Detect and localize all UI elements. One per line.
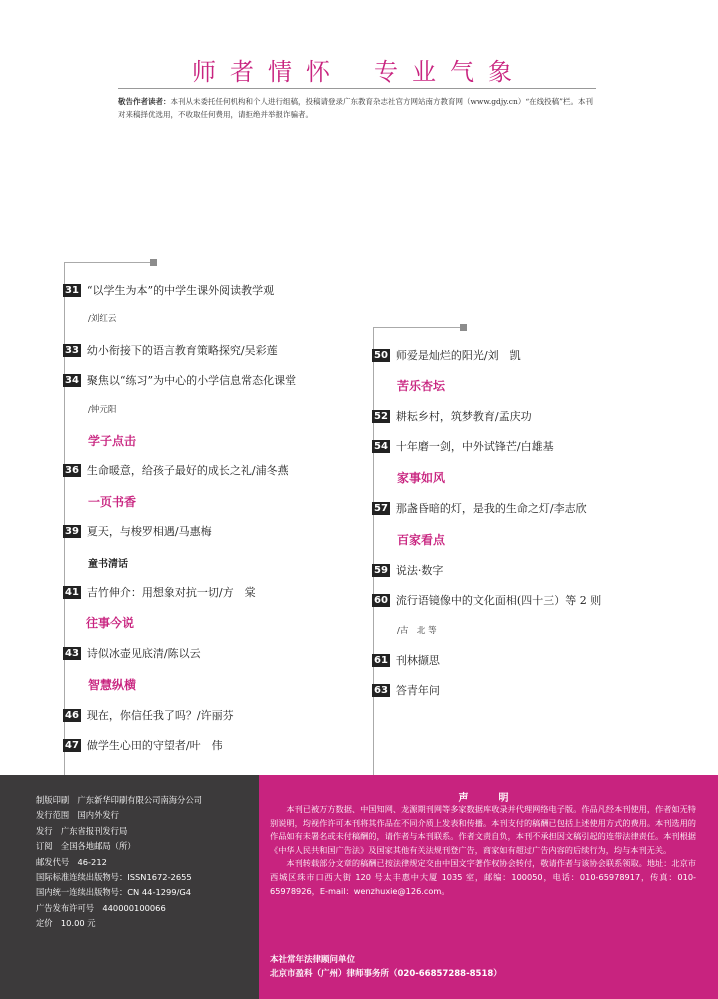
declaration-text [270, 803, 696, 898]
page-number: 47 [65, 739, 79, 751]
toc-entry[interactable] [372, 592, 601, 608]
section-heading: 家事如风 [397, 471, 446, 485]
toc-entry[interactable] [372, 682, 440, 698]
entry-title: 流行语镜像中的文化面相(四十三）等 2 则 [395, 594, 602, 607]
entry-title: 诗似冰壶见底清/陈以云 [86, 647, 201, 660]
legal-counsel [270, 953, 700, 981]
entry-author: /古 北 等 [397, 626, 437, 636]
section-heading: 苦乐杏坛 [397, 379, 446, 393]
entry-title: 十年磨一剑，中外试锋芒/白雄基 [395, 440, 554, 453]
pub-line: 定价 10.00 元 [36, 918, 96, 929]
declaration-paragraph: 本刊已被万方数据、中国知网、龙源期刊网等多家数据库收录并代理网络电子版。作品凡经本刊使用，作者如无特别说明，均视作许可本刊将其作品在不同介质上发表和传播。本刊支付的稿酬已包括上述使用方式的费用。本刊选用的作品如有未署名或未付稿酬的，请作者与本刊联系。作者文责自负，本刊不承担因文稿引起的连带法律责任。本刊根据《中华人民共和国广告法》及国家其他有关法规刊登广告，商家如有超过广告内容的后续行为，均与本刊无关。 [270, 804, 696, 855]
page-number: 39 [65, 525, 79, 537]
pub-line: 发行范围 国内外发行 [36, 810, 119, 821]
page-number: 59 [374, 564, 388, 576]
section-heading: 智慧纵横 [88, 678, 137, 692]
header-slogan [0, 52, 718, 87]
toc-entry[interactable] [63, 707, 234, 723]
toc-entry[interactable] [372, 562, 443, 578]
toc-entry[interactable] [63, 645, 201, 661]
pub-line: 国际标准连续出版物号：ISSN1672-2655 [36, 872, 192, 883]
entry-title: 耕耘乡村，筑梦教育/孟庆功 [395, 410, 532, 423]
notice-text: 本刊从未委托任何机构和个人进行组稿，投稿请登录广东教育杂志社官方网站南方教育网（www.gdjy.cn）“在线投稿”栏。本刊对来稿择优选用，不收取任何费用，请拒绝并举报诈骗者。 [118, 97, 594, 119]
page-number: 46 [65, 709, 79, 721]
entry-title: 聚焦以“练习”为中心的小学信息常态化课堂 [86, 374, 297, 387]
page-number: 31 [65, 284, 79, 296]
entry-title: 答青年问 [395, 684, 440, 697]
section-heading: 童书清话 [88, 559, 128, 570]
entry-title: 吉竹伸介：用想象对抗一切/方 棠 [86, 586, 256, 599]
page-number: 34 [65, 374, 79, 386]
page-number: 41 [65, 586, 79, 598]
pub-line: 发行 广东省报刊发行局 [36, 825, 128, 836]
page-number: 57 [374, 502, 388, 514]
page-number: 52 [374, 410, 388, 422]
bracket-square [460, 324, 467, 331]
entry-title: 现在，你信任我了吗？/许丽芬 [86, 709, 234, 722]
entry-title: 夏天，与梭罗相遇/马惠梅 [86, 525, 212, 538]
page-number: 50 [374, 349, 388, 361]
toc-left-bracket [64, 262, 153, 776]
counsel-label: 本社常年法律顾问单位 [270, 955, 356, 965]
author-notice [118, 95, 600, 121]
section-heading: 学子点击 [88, 434, 137, 448]
toc-entry[interactable] [63, 372, 296, 388]
pub-line: 订阅 全国各地邮局（所） [36, 841, 136, 852]
page-number: 63 [374, 684, 388, 696]
toc-entry[interactable] [63, 282, 274, 298]
entry-title: 生命暖意，给孩子最好的成长之礼/浦冬燕 [86, 464, 289, 477]
publication-info [36, 793, 256, 932]
bracket-square [150, 259, 157, 266]
slogan-right: 专业气象 [374, 58, 526, 86]
page-number: 54 [374, 440, 388, 452]
declaration-title: 声 明 [458, 793, 519, 804]
toc-entry[interactable] [372, 347, 521, 363]
toc-entry[interactable] [372, 438, 554, 454]
page-number: 60 [374, 594, 388, 606]
entry-author: /刘红云 [88, 314, 117, 324]
toc-entry[interactable] [63, 342, 278, 358]
toc-entry[interactable] [63, 523, 212, 539]
toc-right-bracket [373, 327, 463, 776]
entry-title: 那盏昏暗的灯，是我的生命之灯/李志欣 [395, 502, 587, 515]
header-rule [118, 88, 596, 89]
section-heading: 一页书香 [88, 495, 137, 509]
entry-title: “以学生为本”的中学生课外阅读教学观 [86, 284, 275, 297]
toc-entry[interactable] [372, 652, 440, 668]
toc-entry[interactable] [63, 584, 256, 600]
entry-title: 幼小衔接下的语言教育策略探究/吴彩莲 [86, 344, 278, 357]
pub-line: 制版印刷 广东新华印刷有限公司南海分公司 [36, 795, 202, 805]
slogan-left: 师者情怀 [192, 58, 344, 86]
toc-entry[interactable] [63, 462, 289, 478]
page-number: 33 [65, 344, 79, 356]
toc-entry[interactable] [372, 408, 532, 424]
section-heading: 往事今说 [86, 616, 135, 630]
section-heading: 百家看点 [397, 533, 446, 547]
pub-line: 广告发布许可号 440000100066 [36, 902, 166, 913]
declaration-paragraph: 本刊转载部分文章的稿酬已按法律规定交由中国文字著作权协会转付，敬请作者与该协会联系领取。地址：北京市西城区珠市口西大街 120 号太丰惠中大厦 1035 室，邮编：100050，电话：010-65978917，传真：010-65978926，E-mail：wenzhuxie@126.com。 [270, 858, 696, 896]
toc-entry[interactable] [372, 500, 587, 516]
page-number: 43 [65, 647, 79, 659]
entry-title: 刊林撷思 [395, 654, 440, 667]
entry-title: 师爱是灿烂的阳光/刘 凯 [395, 349, 521, 362]
page-number: 61 [374, 654, 388, 666]
entry-title: 说法·数字 [395, 564, 444, 577]
entry-title: 做学生心田的守望者/叶 伟 [86, 739, 223, 752]
pub-line: 国内统一连续出版物号：CN 44-1299/G4 [36, 887, 192, 898]
page-number: 36 [65, 464, 79, 476]
toc-entry[interactable] [63, 737, 223, 753]
pub-line: 邮发代号 46-212 [36, 856, 107, 867]
counsel-firm: 北京市盈科（广州）律师事务所（020-66857288-8518） [270, 969, 502, 979]
notice-label: 敬告作者读者： [118, 97, 171, 106]
entry-author: /钟元阳 [88, 405, 117, 415]
